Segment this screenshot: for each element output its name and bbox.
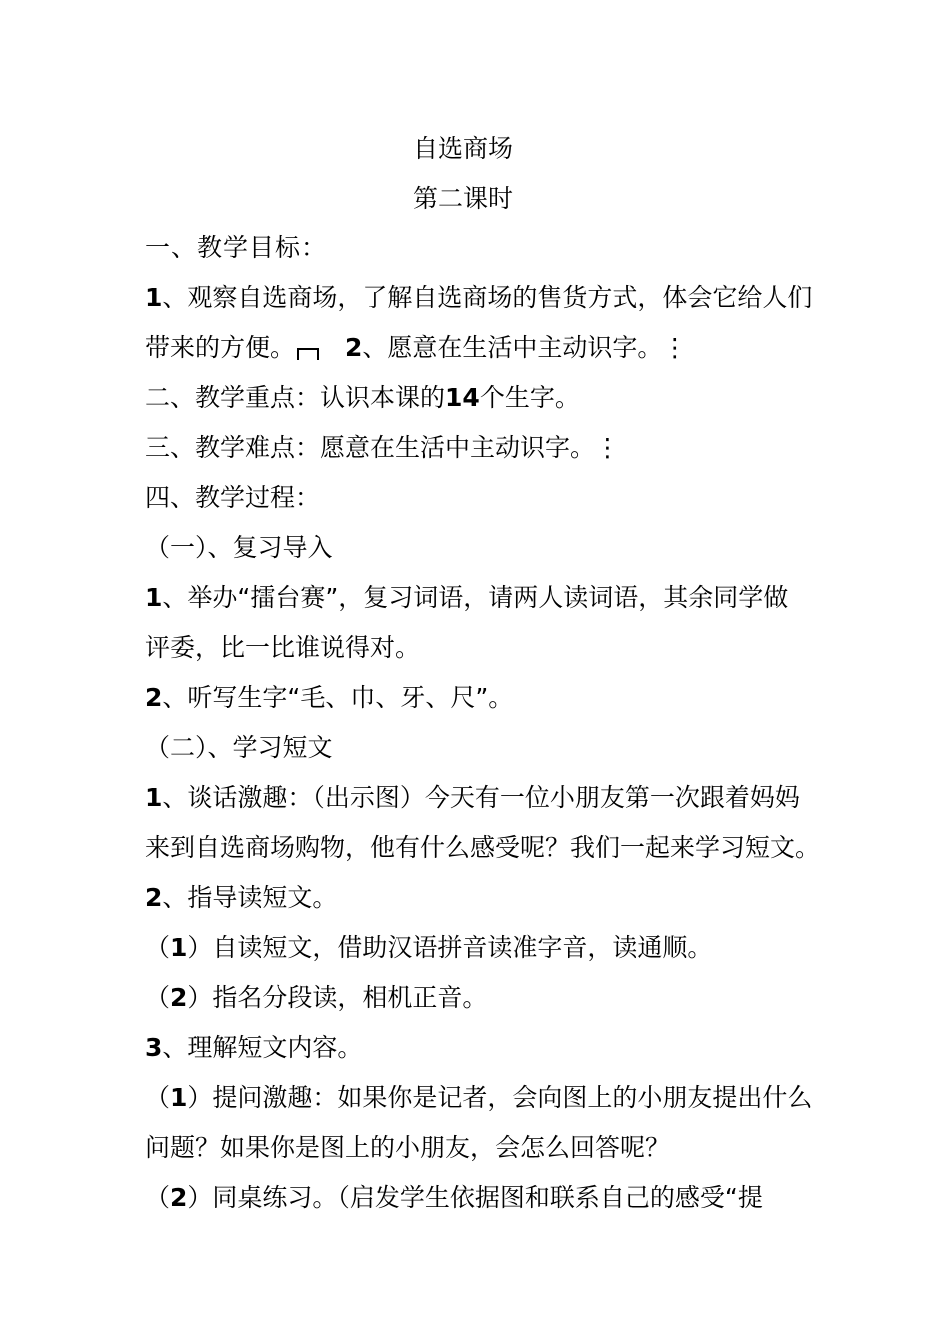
text-line: （1）自读短文，借助汉语拼音读准字音，读通顺。 — [145, 933, 713, 962]
document-title: 自选商场 — [412, 134, 513, 163]
document-body — [145, 233, 845, 1233]
text-line: 带来的方便。 2、愿意在生活中主动识字。⋮ — [145, 333, 688, 362]
text-line: 来到自选商场购物，他有什么感受呢？我们一起来学习短文。 — [145, 833, 821, 862]
edit-mark-icon — [297, 348, 319, 360]
text-line: 评委，比一比谁说得对。 — [145, 633, 421, 662]
text-line: （二）、学习短文 — [145, 733, 333, 762]
text-line: 一、教学目标： — [145, 233, 328, 262]
document-subtitle: 第二课时 — [412, 184, 513, 213]
text-line: （2）指名分段读，相机正音。 — [145, 983, 488, 1012]
text-line: 问题？如果你是图上的小朋友，会怎么回答呢？ — [145, 1133, 671, 1162]
text-line: （2）同桌练习。（启发学生依据图和联系自己的感受“提 — [145, 1183, 763, 1212]
text-line: 三、教学难点：愿意在生活中主动识字。⋮ — [145, 433, 621, 462]
text-line: 1、观察自选商场，了解自选商场的售货方式，体会它给人们 — [145, 283, 813, 312]
text-line: （一）、复习导入 — [145, 533, 333, 562]
text-line: 1、举办“擂台赛”，复习词语，请两人读词语，其余同学做 — [145, 583, 789, 612]
text-line: 3、理解短文内容。 — [145, 1033, 363, 1062]
text-line: 二、教学重点：认识本课的14个生字。 — [145, 383, 580, 412]
text-line: 2、指导读短文。 — [145, 883, 338, 912]
text-line: 1、谈话激趣：（出示图）今天有一位小朋友第一次跟着妈妈 — [145, 783, 800, 812]
text-line: （1）提问激趣：如果你是记者，会向图上的小朋友提出什么 — [145, 1083, 813, 1112]
text-line: 四、教学过程： — [145, 483, 321, 512]
text-line: 2、听写生字“毛、巾、牙、尺”。 — [145, 683, 514, 712]
